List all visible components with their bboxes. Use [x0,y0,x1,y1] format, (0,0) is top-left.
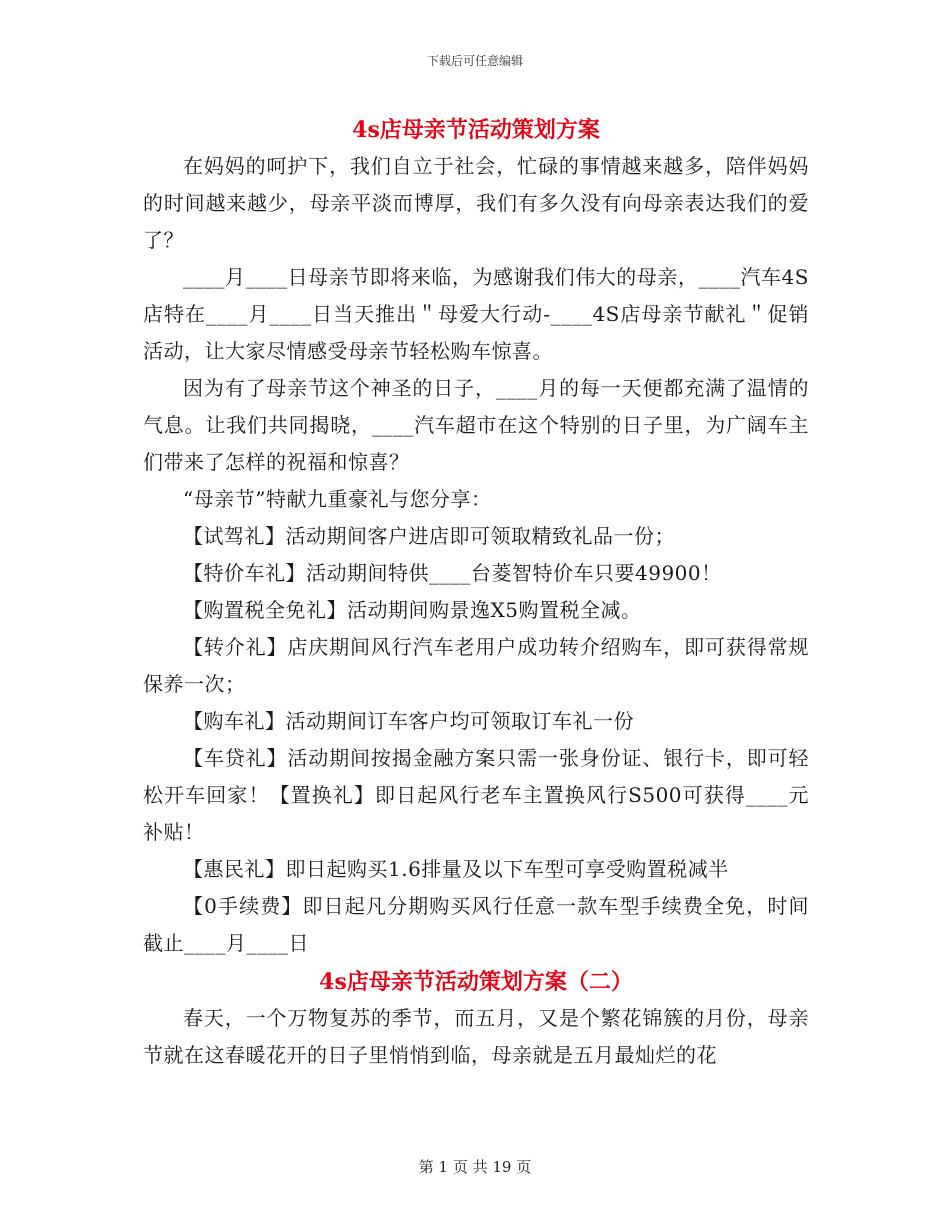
paragraph: ____月____日母亲节即将来临，为感谢我们伟大的母亲，____汽车4S店特在____月____日当天推出＂母爱大行动-____4S店母亲节献礼＂促销活动，让大家尽情感受母亲节轻松购车惊喜。 [143,265,809,363]
paragraph: 春天，一个万物复苏的季节，而五月，又是个繁花锦簇的月份，母亲节就在这春暖花开的日子里悄悄到临，母亲就是五月最灿烂的花 [143,1006,809,1067]
gift-item-zero-fee: 【0手续费】即日起凡分期购买风行任意一款车型手续费全免，时间截止____月____日 [143,894,809,955]
document-title: 4s店母亲节活动策划方案 [352,117,600,143]
gift-item-loan: 【车贷礼】活动期间按揭金融方案只需一张身份证、银行卡，即可轻松开车回家！【置换礼】即日起风行老车主置换风行S500可获得____元补贴！ [143,746,809,844]
gift-item-special-price: 【特价车礼】活动期间特供____台菱智特价车只要49900！ [183,561,722,585]
gift-item-referral: 【转介礼】店庆期间风行汽车老用户成功转介绍购车，即可获得常规保养一次； [143,635,809,696]
paragraph: 在妈妈的呵护下，我们自立于社会，忙碌的事情越来越多，陪伴妈妈的时间越来越少，母亲平淡而博厚，我们有多久没有向母亲表达我们的爱了？ [143,154,809,252]
gift-item-benefit: 【惠民礼】即日起购买1.6排量及以下车型可享受购置税减半 [183,857,729,881]
section-title: 4s店母亲节活动策划方案（二） [319,969,633,995]
gift-item-test-drive: 【试驾礼】活动期间客户进店即可领取精致礼品一份； [183,524,675,548]
paragraph: “母亲节”特献九重豪礼与您分享： [183,487,492,511]
paragraph: 因为有了母亲节这个神圣的日子，____月的每一天便都充满了温情的气息。让我们共同揭晓，____汽车超市在这个特别的日子里，为广阔车主们带来了怎样的祝福和惊喜？ [143,376,809,474]
page-header: 下载后可任意编辑 [426,54,523,68]
gift-item-tax-free: 【购置税全免礼】活动期间购景逸X5购置税全减。 [183,598,642,622]
page-footer: 第 1 页 共 19 页 [418,1158,532,1176]
document-body [143,112,809,1074]
gift-item-purchase: 【购车礼】活动期间订车客户均可领取订车礼一份 [183,709,634,733]
